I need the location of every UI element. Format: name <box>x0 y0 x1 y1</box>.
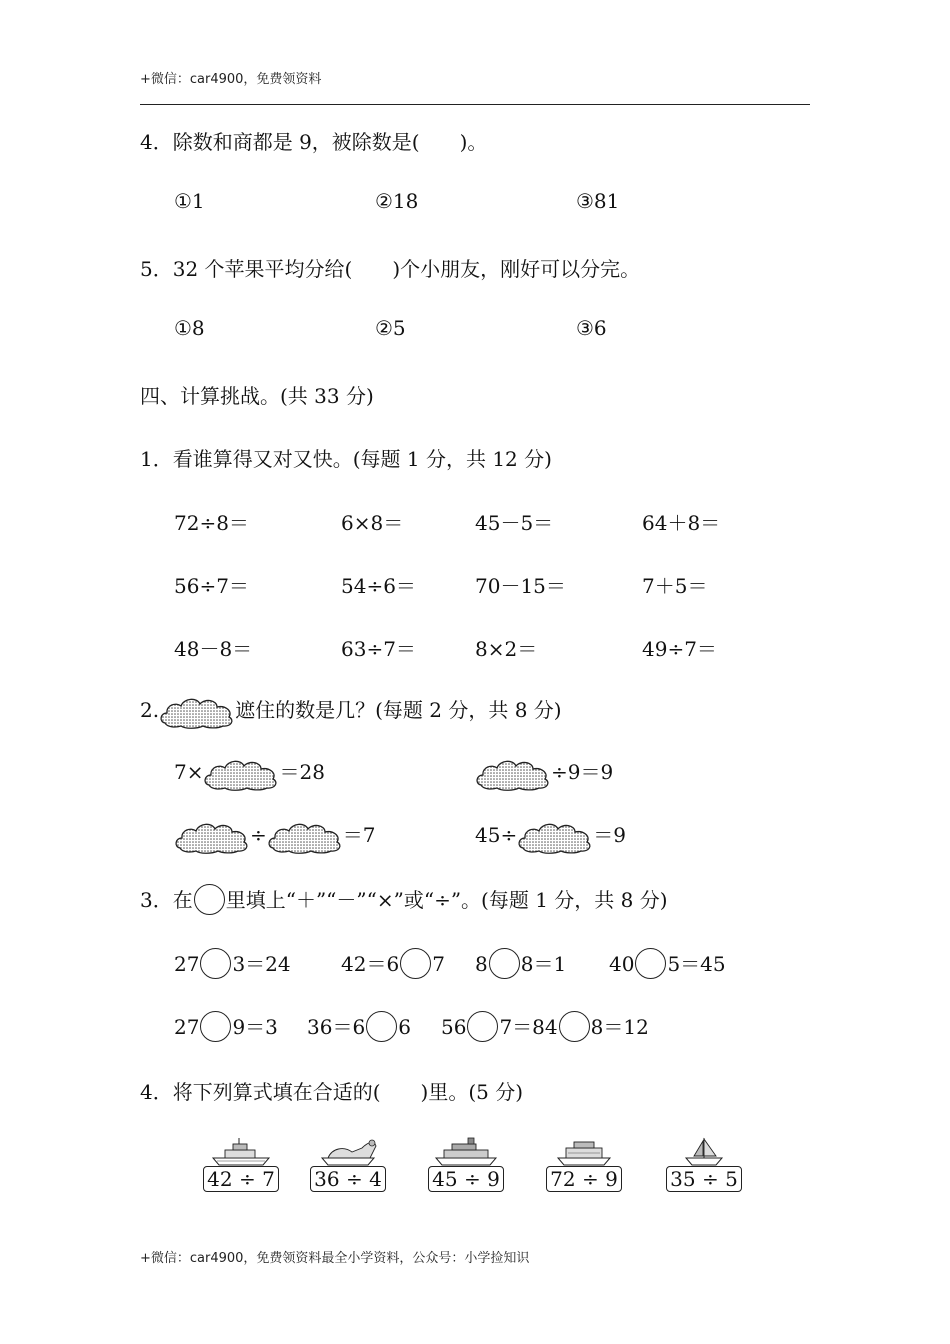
p3-equation <box>441 1011 649 1044</box>
p2-equation <box>174 756 325 791</box>
operator-circle[interactable] <box>489 948 520 979</box>
cloud-icon <box>203 757 279 791</box>
division-expression: 72 ÷ 9 <box>546 1166 622 1192</box>
boat-card <box>664 1136 744 1192</box>
p3-right: 9＝3 <box>232 1015 278 1039</box>
p3-middle: 7＝84 <box>499 1015 558 1039</box>
p2-equation-left: 45÷ <box>475 823 518 847</box>
p3-equation <box>475 948 566 981</box>
cloud-icon <box>475 757 551 791</box>
p3-right: 7 <box>432 952 445 976</box>
p2-stem-text: 遮住的数是几？(每题 2 分，共 8 分) <box>235 698 562 722</box>
p3-right: 8＝1 <box>520 952 567 976</box>
q5-stem: 5．32 个苹果平均分给( )个小朋友，刚好可以分完。 <box>140 257 641 281</box>
p3-right: 3＝24 <box>232 952 291 976</box>
p2-equation-right: ＝28 <box>279 760 325 784</box>
q5-option-1: ①8 <box>174 316 205 340</box>
p3-left: 27 <box>174 952 200 976</box>
p1-expr: 64＋8＝ <box>642 511 721 535</box>
p3-left: 8 <box>475 952 488 976</box>
p3-stem <box>140 884 668 917</box>
q4-option-1: ①1 <box>174 189 205 213</box>
p2-equation-right: ＝9 <box>593 823 626 847</box>
p3-equation <box>174 1011 278 1044</box>
footer-text: +微信：car4900，免费领资料最全小学资料，公众号：小学捡知识 <box>140 1251 530 1266</box>
division-expression: 36 ÷ 4 <box>310 1166 386 1192</box>
ship-icon <box>207 1136 275 1166</box>
ship-icon <box>314 1136 382 1166</box>
p1-stem: 1．看谁算得又对又快。(每题 1 分，共 12 分) <box>140 447 552 471</box>
operator-circle[interactable] <box>467 1011 498 1042</box>
p4-stem: 4．将下列算式填在合适的( )里。(5 分) <box>140 1080 524 1104</box>
p3-left: 36＝6 <box>307 1015 366 1039</box>
operator-circle[interactable] <box>559 1011 590 1042</box>
q5-option-3: ③6 <box>576 316 607 340</box>
p3-left: 40 <box>609 952 635 976</box>
p3-right: 8＝12 <box>590 1015 649 1039</box>
operator-circle[interactable] <box>400 948 431 979</box>
q4-option-2: ②18 <box>375 189 419 213</box>
p3-right: 6 <box>398 1015 411 1039</box>
p3-equation <box>341 948 445 981</box>
operator-circle[interactable] <box>200 948 231 979</box>
q5-option-2: ②5 <box>375 316 406 340</box>
p3-stem-end: 里填上“＋”“－”“×”或“÷”。(每题 1 分，共 8 分) <box>225 888 668 912</box>
division-expression: 45 ÷ 9 <box>428 1166 504 1192</box>
boat-card <box>201 1136 281 1192</box>
p2-equation-operator: ÷ <box>250 823 267 847</box>
boat-card <box>426 1136 506 1192</box>
p1-expr: 8×2＝ <box>475 637 538 661</box>
p2-equation <box>475 819 626 854</box>
p3-equation <box>307 1011 411 1044</box>
boat-card <box>544 1136 624 1192</box>
division-expression: 42 ÷ 7 <box>203 1166 279 1192</box>
p1-expr: 70－15＝ <box>475 574 566 598</box>
p1-expr: 49÷7＝ <box>642 637 717 661</box>
q4-stem: 4．除数和商都是 9，被除数是( )。 <box>140 130 488 154</box>
cloud-icon <box>174 820 250 854</box>
p1-expr: 48－8＝ <box>174 637 253 661</box>
p2-equation-right: ＝7 <box>342 823 376 847</box>
p2-equation <box>475 756 613 791</box>
sailboat-icon <box>670 1136 738 1166</box>
p3-right: 5＝45 <box>667 952 726 976</box>
p1-expr: 63÷7＝ <box>341 637 416 661</box>
p3-equation <box>609 948 726 981</box>
section-title: 四、计算挑战。(共 33 分) <box>140 384 374 408</box>
operator-circle[interactable] <box>366 1011 397 1042</box>
cloud-icon <box>159 695 235 729</box>
p2-equation <box>174 819 376 854</box>
cloud-icon <box>517 820 593 854</box>
ship-icon <box>432 1136 500 1166</box>
header-text: +微信：car4900，免费领资料 <box>140 72 322 87</box>
p2-number: 2. <box>140 698 160 722</box>
p1-expr: 7＋5＝ <box>642 574 708 598</box>
p3-stem-start: 3．在 <box>140 888 193 912</box>
p1-expr: 72÷8＝ <box>174 511 249 535</box>
p3-left: 42＝6 <box>341 952 400 976</box>
q4-option-3: ③81 <box>576 189 620 213</box>
p2-stem <box>140 694 562 729</box>
p1-expr: 56÷7＝ <box>174 574 249 598</box>
p1-expr: 54÷6＝ <box>341 574 416 598</box>
p2-equation-left: 7× <box>174 760 204 784</box>
operator-circle[interactable] <box>200 1011 231 1042</box>
ship-icon <box>550 1136 618 1166</box>
p3-left: 27 <box>174 1015 200 1039</box>
p1-expr: 45－5＝ <box>475 511 554 535</box>
cloud-icon <box>267 820 343 854</box>
division-expression: 35 ÷ 5 <box>666 1166 742 1192</box>
p1-expr: 6×8＝ <box>341 511 404 535</box>
p3-equation <box>174 948 291 981</box>
operator-circle[interactable] <box>635 948 666 979</box>
p2-equation-right: ÷9＝9 <box>551 760 614 784</box>
header-divider <box>140 104 810 105</box>
p3-left: 56 <box>441 1015 467 1039</box>
operator-circle[interactable] <box>194 884 225 915</box>
boat-card <box>308 1136 388 1192</box>
